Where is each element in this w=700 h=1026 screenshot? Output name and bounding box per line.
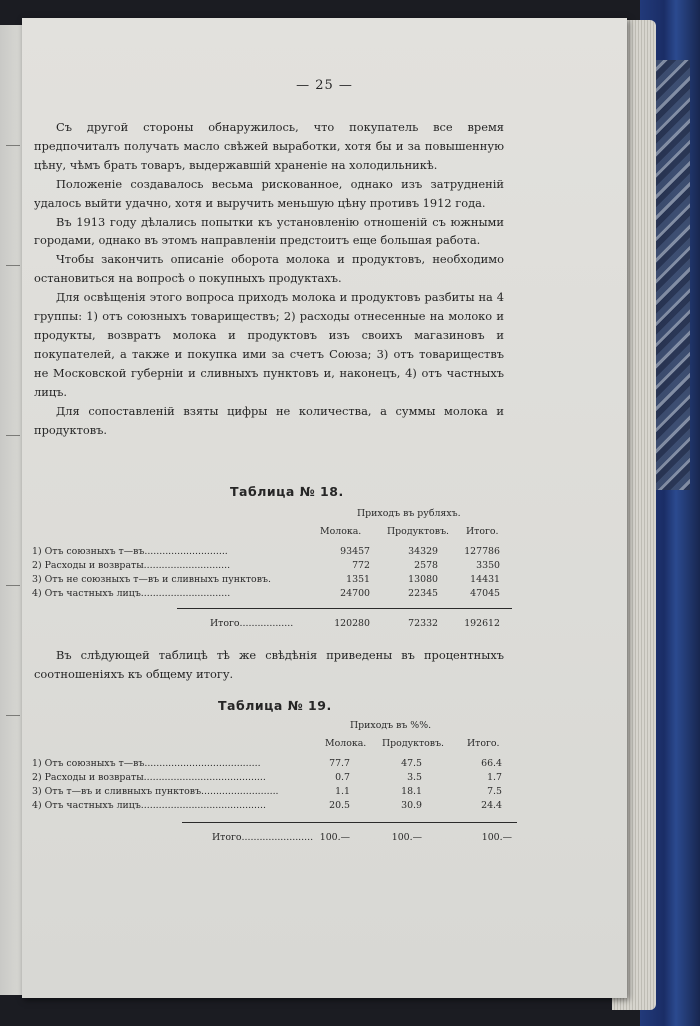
table-18 bbox=[32, 508, 512, 633]
table-caption: Приходъ въ рубляхъ. bbox=[357, 508, 461, 519]
page-number: — 25 — bbox=[296, 78, 353, 93]
facing-page-mark bbox=[6, 265, 20, 266]
marbled-endpaper bbox=[655, 60, 690, 490]
table-cell: 77.7 bbox=[329, 758, 350, 769]
table-row-label: 1) Отъ союзныхъ т—въ....................................... bbox=[32, 758, 261, 769]
table-cell: 3350 bbox=[476, 560, 500, 571]
facing-page-mark bbox=[6, 585, 20, 586]
table-total-rule bbox=[182, 822, 517, 823]
column-header: Молока. bbox=[320, 526, 362, 537]
column-header: Продуктовъ. bbox=[382, 738, 445, 749]
paragraph: Положеніе создавалось весьма рискованное, однако изъ затрудненій удалось выйти удачно, хотя и выручить меньшую цѣну противъ 1912 года. bbox=[34, 176, 504, 210]
table-cell: 30.9 bbox=[401, 800, 422, 811]
table-cell: 18.1 bbox=[401, 786, 422, 797]
table-cell: 20.5 bbox=[329, 800, 350, 811]
column-header: Молока. bbox=[325, 738, 367, 749]
body-text bbox=[34, 646, 504, 684]
table-total-cell: 100.— bbox=[481, 832, 512, 843]
table-total-cell: 100.— bbox=[319, 832, 350, 843]
table-cell: 0.7 bbox=[335, 772, 350, 783]
table-cell: 772 bbox=[352, 560, 370, 571]
table-cell: 13080 bbox=[408, 574, 438, 585]
table-row-label: 3) Отъ не союзныхъ т—въ и сливныхъ пунктовъ. bbox=[32, 574, 271, 585]
table-cell: 1.1 bbox=[335, 786, 350, 797]
paragraph: Чтобы закончить описаніе оборота молока и продуктовъ, необходимо остановиться на вопросѣ о покупныхъ продуктахъ. bbox=[34, 252, 504, 286]
table-total-cell: 100.— bbox=[391, 832, 422, 843]
table-cell: 3.5 bbox=[407, 772, 422, 783]
table-cell: 93457 bbox=[340, 546, 370, 557]
document-page bbox=[22, 18, 627, 998]
table-cell: 127786 bbox=[464, 546, 500, 557]
table-cell: 47045 bbox=[470, 588, 500, 599]
table-cell: 47.5 bbox=[401, 758, 422, 769]
table-row-label: 4) Отъ частныхъ лицъ.............................. bbox=[32, 588, 231, 599]
table-row-label: 2) Расходы и возвраты............................. bbox=[32, 560, 231, 571]
table-total-cell: 72332 bbox=[408, 618, 438, 629]
facing-page-mark bbox=[6, 145, 20, 146]
column-header: Продуктовъ. bbox=[387, 526, 450, 537]
table-total-cell: 120280 bbox=[334, 618, 370, 629]
table-cell: 7.5 bbox=[487, 786, 502, 797]
body-text bbox=[34, 118, 504, 439]
table-19-title: Таблица № 19. bbox=[218, 698, 332, 713]
facing-page-mark bbox=[6, 435, 20, 436]
paragraph: Для сопоставленій взяты цифры не количества, а суммы молока и продуктовъ. bbox=[34, 403, 504, 437]
table-row-label: 4) Отъ частныхъ лицъ.......................................... bbox=[32, 800, 266, 811]
table-row-label: 2) Расходы и возвраты......................................... bbox=[32, 772, 266, 783]
paragraph: Въ слѣдующей таблицѣ тѣ же свѣдѣнія приведены въ процентныхъ соотношеніяхъ къ общему итогу. bbox=[34, 648, 504, 681]
table-total-rule bbox=[177, 608, 512, 609]
table-cell: 24700 bbox=[340, 588, 370, 599]
table-row-label: 1) Отъ союзныхъ т—въ............................ bbox=[32, 546, 228, 557]
table-cell: 1.7 bbox=[487, 772, 502, 783]
column-header: Итого. bbox=[466, 526, 499, 537]
table-cell: 14431 bbox=[470, 574, 500, 585]
table-total-label: Итого.................. bbox=[210, 618, 294, 629]
table-caption: Приходъ въ %%. bbox=[350, 720, 432, 731]
table-18-title: Таблица № 18. bbox=[230, 484, 344, 499]
table-cell: 1351 bbox=[346, 574, 370, 585]
table-cell: 2578 bbox=[414, 560, 438, 571]
table-19 bbox=[32, 720, 512, 850]
facing-page-mark bbox=[6, 715, 20, 716]
table-total-label: Итого........................ bbox=[212, 832, 314, 843]
paragraph: Для освѣщенія этого вопроса приходъ молока и продуктовъ разбиты на 4 группы: 1) отъ союзныхъ товариществъ; 2) расходы отнесенные на молоко и продукты, возвратъ молока и продуктовъ изъ своихъ магазиновъ и покупателей, а также и покупка ими за счетъ Союза; 3) отъ товариществъ не Московской губерніи и сливныхъ пунктовъ и, наконецъ, 4) отъ частныхъ лицъ. bbox=[34, 290, 504, 399]
paragraph: Въ 1913 году дѣлались попытки къ установленію отношеній съ южными городами, однако въ этомъ направленіи предстоитъ еще большая работа. bbox=[34, 214, 504, 248]
paragraph: Съ другой стороны обнаружилось, что покупатель все время предпочиталъ получать масло свѣжей выработки, хотя бы и за повышенную цѣну, чѣмъ брать товаръ, выдержавшій храненіе на холодильникѣ. bbox=[34, 120, 504, 172]
table-cell: 34329 bbox=[408, 546, 438, 557]
table-cell: 24.4 bbox=[481, 800, 502, 811]
table-row-label: 3) Отъ т—въ и сливныхъ пунктовъ.......................... bbox=[32, 786, 279, 797]
table-cell: 22345 bbox=[408, 588, 438, 599]
column-header: Итого. bbox=[467, 738, 500, 749]
table-cell: 66.4 bbox=[481, 758, 502, 769]
table-total-cell: 192612 bbox=[464, 618, 500, 629]
